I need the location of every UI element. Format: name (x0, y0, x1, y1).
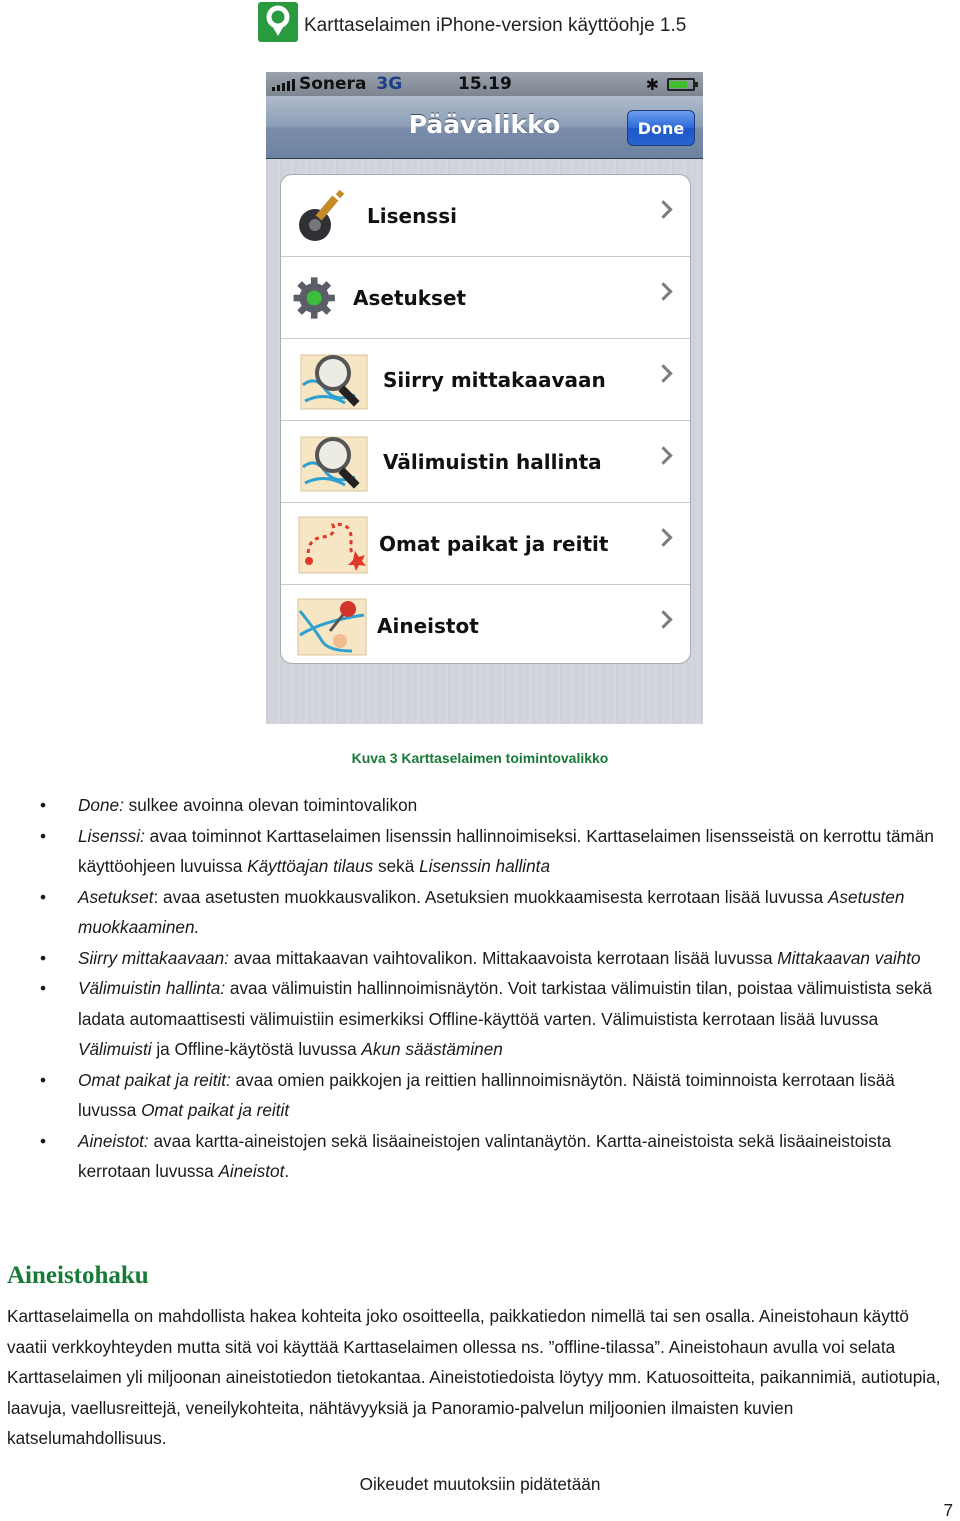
list-item: • Omat paikat ja reitit: avaa omien paikkojen ja reittien hallinnoimisnäytön. Näistä toiminnoista kerrotaan lisää luvussa Omat paikat ja reitit (40, 1065, 940, 1126)
key-icon (287, 181, 367, 251)
list-item: • Välimuistin hallinta: avaa välimuistin hallinnoimisnäytön. Voit tarkistaa välimuistin tilan, poistaa välimuistista sekä ladata automaattisesti välimuistiin esimerkiksi Offline-käyttöä varten. Välimuistista kerrotaan lisää luvussa Välimuisti ja Offline-käytöstä luvussa Akun säästäminen (40, 973, 940, 1065)
battery-icon (667, 78, 695, 91)
menu-item-label: Siirry mittakaavaan (383, 367, 606, 392)
section-heading: Aineistohaku (7, 1262, 149, 1289)
karttaselain-logo-icon (258, 2, 298, 42)
menu-item-siirry-mittakaavaan[interactable] (281, 339, 690, 421)
menu-item-lisenssi[interactable] (281, 175, 690, 257)
menu-item-label: Asetukset (353, 285, 467, 310)
chevron-right-icon (654, 200, 672, 218)
section-paragraph: Karttaselaimella on mahdollista hakea kohteita joko osoitteella, paikkatiedon nimellä tai sen osalla. Aineistohaun käyttö vaatii verkkoyhteyden mutta sitä voi käyttää Karttaselaimen ollessa ns. ”offline-tilassa”. Aineistohaun avulla voi selata Karttaselaimen yli miljoonan aineistotiedon tietokantaa. Aineistotiedoista löytyy mm. Katuosoitteita, paikannimiä, autiotupia, laavuja, vaellusreittejä, veneilykohteita, nähtävyyksiä ja Panoramio-palvelun miljoonien ilmaisten kuvien katselumahdollisuus. (7, 1306, 941, 1448)
iphone-screenshot (266, 72, 703, 724)
signal-icon (272, 77, 295, 91)
nav-title: Päävalikko (408, 110, 561, 139)
menu-item-aineistot[interactable] (281, 585, 690, 664)
map-magnifier-icon (287, 427, 383, 497)
chevron-right-icon (654, 528, 672, 546)
main-menu (280, 174, 691, 664)
menu-item-valimuistin-hallinta[interactable] (281, 421, 690, 503)
list-item: • Done: sulkee avoinna olevan toimintovalikon (40, 790, 940, 821)
menu-item-label: Välimuistin hallinta (383, 449, 602, 474)
map-route-icon (287, 509, 379, 579)
list-item: • Siirry mittakaavaan: avaa mittakaavan vaihtovalikon. Mittakaavoista kerrotaan lisää luvussa Mittakaavan vaihto (40, 943, 940, 974)
list-item: • Asetukset: avaa asetusten muokkausvalikon. Asetuksien muokkaamisesta kerrotaan lisää luvussa Asetusten muokkaaminen. (40, 882, 940, 943)
menu-item-label: Lisenssi (367, 203, 457, 228)
chevron-right-icon (654, 610, 672, 628)
status-bar (266, 72, 703, 96)
bluetooth-icon: ✱ (645, 74, 659, 94)
list-item: • Lisenssi: avaa toiminnot Karttaselaimen lisenssin hallinnoimiseksi. Karttaselaimen lisensseistä on kerrottu tämän käyttöohjeen luvuissa Käyttöajan tilaus sekä Lisenssin hallinta (40, 821, 940, 882)
list-item: • Aineistot: avaa kartta-aineistojen sekä lisäaineistojen valintanäytön. Kartta-aineistoista sekä lisäaineistoista kerrotaan luvussa Aineistot. (40, 1126, 940, 1187)
page-header (258, 2, 686, 42)
page-footer: Oikeudet muutoksiin pidätetään (359, 1474, 601, 1494)
menu-item-label: Omat paikat ja reitit (379, 531, 609, 556)
chevron-right-icon (654, 282, 672, 300)
carrier-name: Sonera (299, 74, 367, 94)
network-type: 3G (376, 74, 403, 94)
menu-item-asetukset[interactable] (281, 257, 690, 339)
bullet-list (40, 790, 940, 1187)
gear-icon (287, 263, 353, 333)
done-button[interactable]: Done (627, 110, 695, 146)
chevron-right-icon (654, 446, 672, 464)
status-time: 15.19 (458, 74, 512, 94)
map-magnifier-icon (287, 345, 383, 415)
page-number: 7 (943, 1500, 953, 1520)
navigation-bar (266, 96, 703, 159)
menu-item-omat-paikat-ja-reitit[interactable] (281, 503, 690, 585)
figure-caption: Kuva 3 Karttaselaimen toimintovalikko (351, 750, 609, 766)
map-pin-icon (287, 591, 377, 661)
menu-item-label: Aineistot (377, 613, 479, 638)
chevron-right-icon (654, 364, 672, 382)
document-title: Karttaselaimen iPhone-version käyttöohje 1.5 (304, 15, 687, 36)
